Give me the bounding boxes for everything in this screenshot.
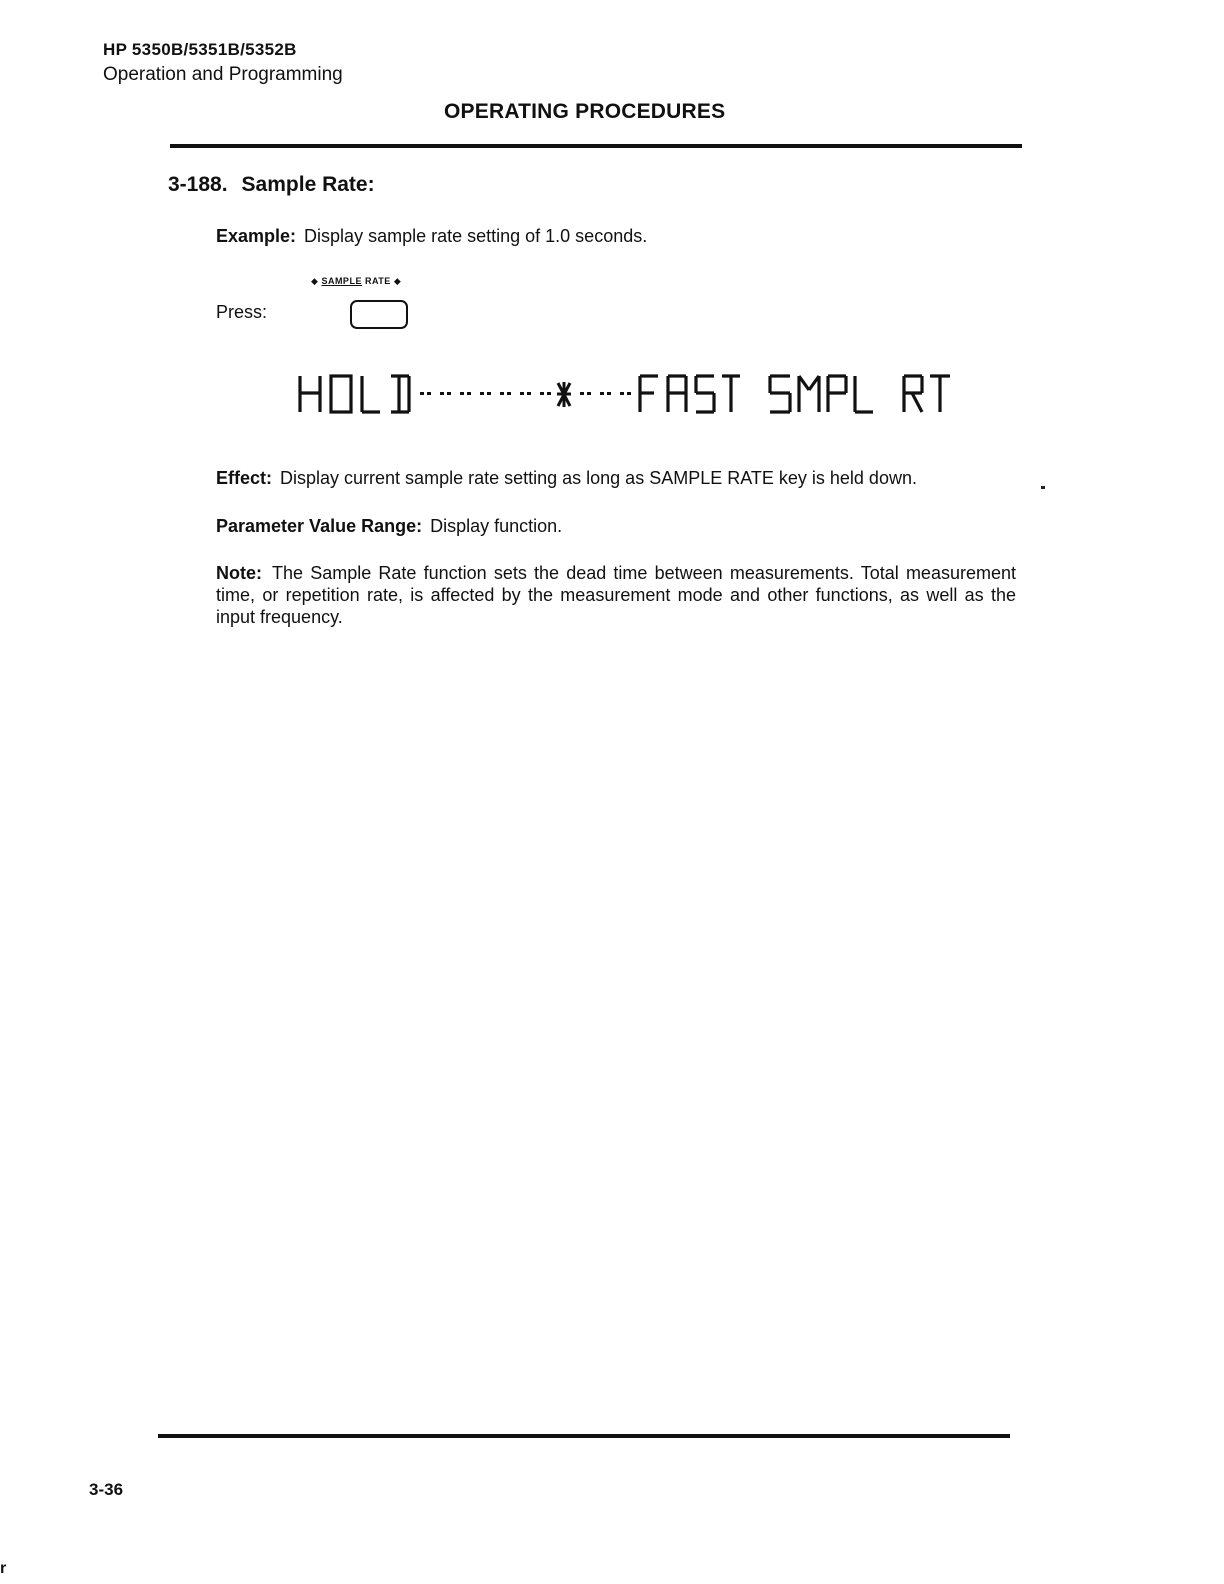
example-label: Example: xyxy=(216,226,297,246)
right-arrow-icon: ◆ xyxy=(393,276,402,286)
note-label: Note: xyxy=(216,563,262,583)
document-subtitle: Operation and Programming xyxy=(103,64,343,85)
top-rule xyxy=(170,144,1022,148)
effect-label: Effect: xyxy=(216,468,273,488)
display-char-p xyxy=(828,376,846,412)
display-char-f xyxy=(640,376,658,412)
parameter-range-line xyxy=(216,516,562,537)
key-caption-rest: RATE xyxy=(364,276,391,286)
bottom-rule xyxy=(158,1434,1010,1438)
note-paragraph xyxy=(216,562,1016,628)
page-number: 3-36 xyxy=(89,1480,124,1499)
display-char-h xyxy=(300,376,320,412)
display-char-asterisk xyxy=(557,382,571,407)
display-char-l2 xyxy=(855,376,873,412)
display-char-o xyxy=(331,376,351,412)
display-char-d xyxy=(391,376,409,412)
display-char-a xyxy=(668,376,686,412)
display-dashes-1 xyxy=(420,392,551,395)
display-char-s xyxy=(696,376,714,412)
effect-text: Display current sample rate setting as long as SAMPLE RATE key is held down. xyxy=(280,468,917,488)
left-arrow-icon: ◆ xyxy=(311,276,319,286)
document-model-header: HP 5350B/5351B/5352B xyxy=(103,40,297,59)
parameter-range-label: Parameter Value Range: xyxy=(216,516,423,536)
display-char-t2 xyxy=(930,376,950,412)
effect-line xyxy=(216,468,917,489)
sample-rate-key-button[interactable] xyxy=(350,300,408,329)
key-caption-underlined: SAMPLE xyxy=(321,276,362,286)
display-char-t xyxy=(722,376,740,412)
paragraph-number: 3-188. xyxy=(168,173,228,196)
stray-dot xyxy=(1041,486,1045,489)
section-title: OPERATING PROCEDURES xyxy=(444,100,726,123)
paragraph-heading xyxy=(168,173,375,197)
instrument-display xyxy=(296,366,966,422)
display-dashes-2 xyxy=(580,392,631,395)
example-text: Display sample rate setting of 1.0 seconds. xyxy=(304,226,648,246)
example-line xyxy=(216,226,647,247)
display-char-s2 xyxy=(770,376,790,412)
display-char-l xyxy=(362,376,380,412)
parameter-range-text: Display function. xyxy=(430,516,563,536)
note-text: The Sample Rate function sets the dead time between measurements. Total measurement time, or repetition rate, is affected by the measurement mode and other functions, as well as the input frequency. xyxy=(216,563,1016,627)
display-char-m xyxy=(799,376,819,412)
corner-mark: r xyxy=(0,1560,7,1577)
display-char-r xyxy=(904,376,922,412)
key-caption xyxy=(311,276,401,287)
paragraph-title: Sample Rate: xyxy=(241,173,375,196)
press-label: Press: xyxy=(216,302,268,322)
